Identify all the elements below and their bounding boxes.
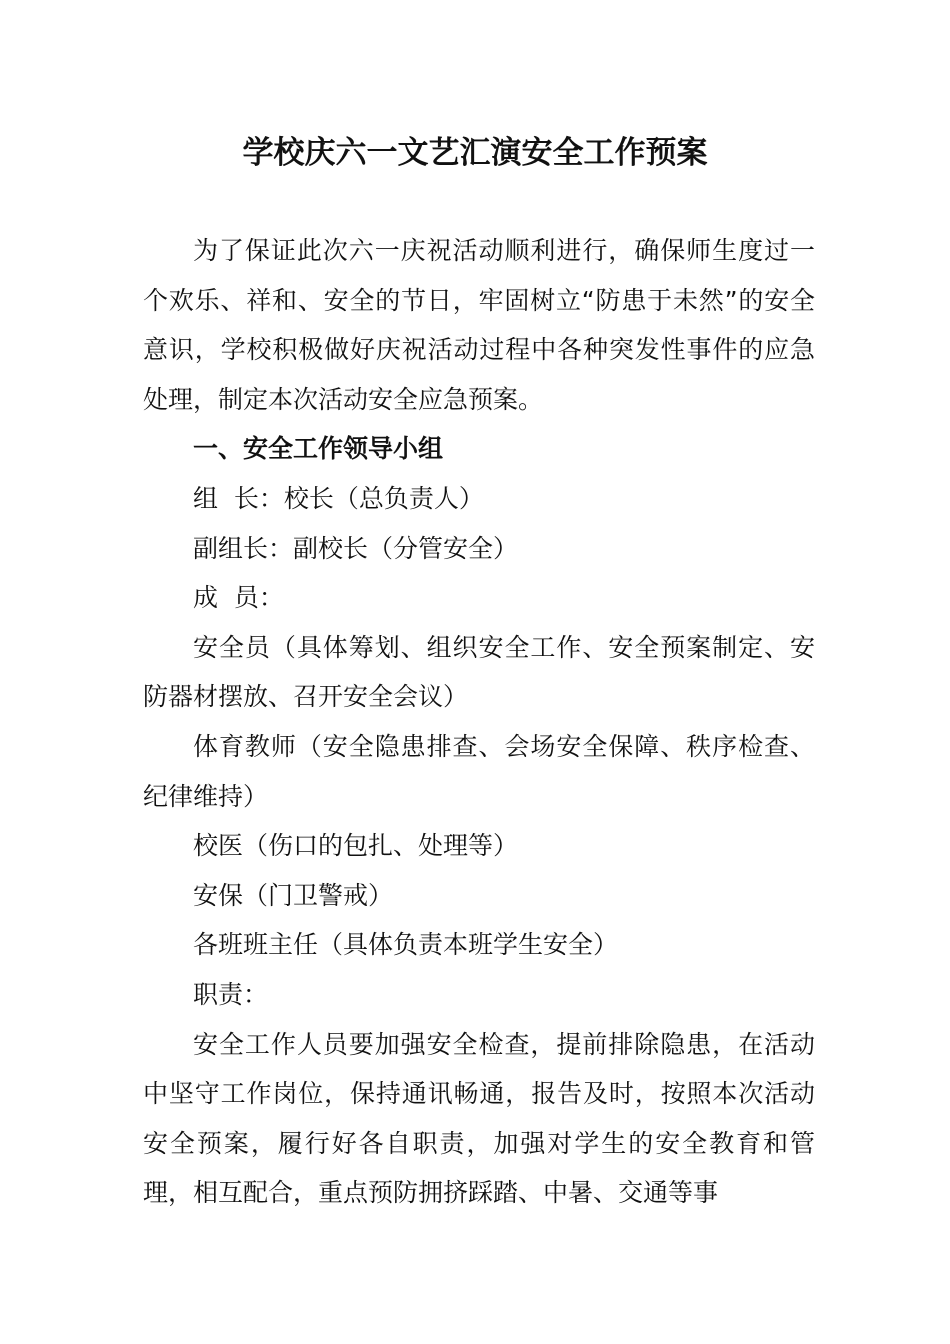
member-item: 体育教师（安全隐患排查、会场安全保障、秩序检查、纪律维持） (143, 731, 815, 811)
member-item: 各班班主任（具体负责本班学生安全） (193, 930, 619, 960)
deputy-line: 副组长：副校长（分管安全） (193, 533, 519, 563)
member-item: 安全员（具体筹划、组织安全工作、安全预案制定、安防器材摆放、召开安全会议） (143, 632, 815, 712)
member-item: 安保（门卫警戒） (193, 880, 394, 910)
document-body (143, 226, 815, 1218)
leader-line: 组 长：校长（总负责人） (193, 483, 484, 513)
duty-label: 职责： (193, 979, 269, 1009)
intro-paragraph: 为了保证此次六一庆祝活动顺利进行，确保师生度过一个欢乐、祥和、安全的节日，牢固树立“防患于未然”的安全意识，学校积极做好庆祝活动过程中各种突发性事件的应急处理，制定本次活动安全应急预案。 (143, 236, 815, 414)
document-title: 学校庆六一文艺汇演安全工作预案 (242, 135, 708, 171)
section-heading: 一、安全工作领导小组 (193, 434, 444, 464)
members-label: 成 员： (193, 583, 284, 613)
member-item: 校医（伤口的包扎、处理等） (193, 831, 519, 861)
duty-paragraph: 安全工作人员要加强安全检查，提前排除隐患，在活动中坚守工作岗位，保持通讯畅通，报告及时，按照本次活动安全预案，履行好各自职责，加强对学生的安全教育和管理，相互配合，重点预防拥挤踩踏、中暑、交通等事 (143, 1029, 815, 1208)
